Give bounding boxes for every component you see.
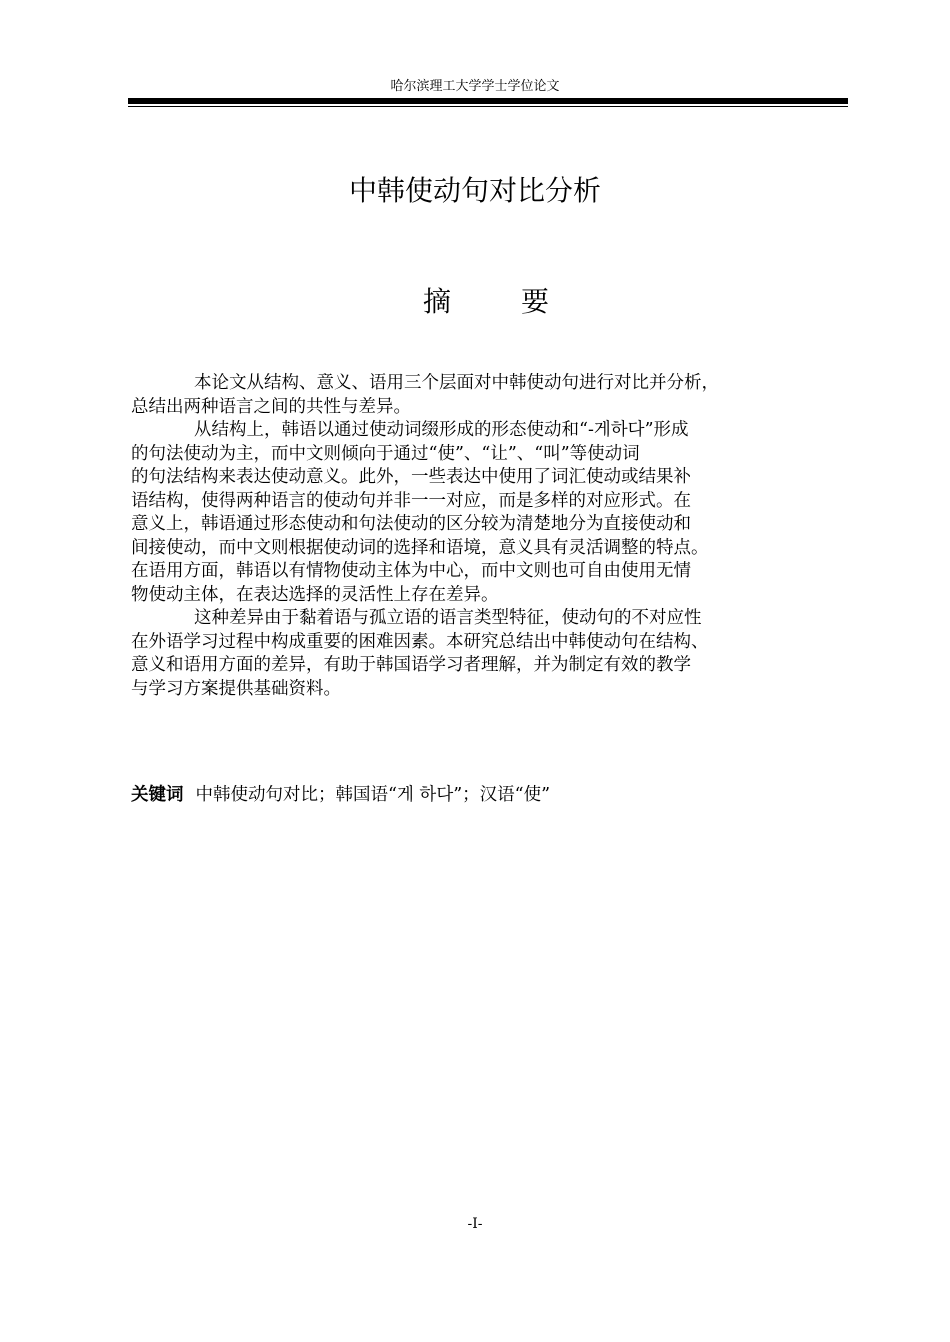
abstract-line: 从结构上，韩语以通过使动词缀形成的形态使动和“-게하다”形成 bbox=[194, 420, 689, 440]
thesis-title: 中韩使动句对比分析 bbox=[348, 174, 601, 207]
keywords-text: 中韩使动句对比；韩国语“게 하다”；汉语“使” bbox=[195, 785, 551, 805]
abstract-line: 本论文从结构、意义、语用三个层面对中韩使动句进行对比并分析， bbox=[194, 373, 719, 393]
running-header: 哈尔滨理工大学学士学位论文 bbox=[390, 79, 560, 94]
abstract-line: 意义和语用方面的差异，有助于韩国语学习者理解，并为制定有效的教学 bbox=[131, 655, 691, 675]
abstract-line: 在外语学习过程中构成重要的困难因素。本研究总结出中韩使动句在结构、 bbox=[131, 631, 709, 652]
header-rule-thick bbox=[128, 98, 848, 104]
abstract-heading-right: 要 bbox=[521, 285, 550, 318]
abstract-line: 的句法结构来表达使动意义。此外，一些表达中使用了词汇使动或结果补 bbox=[131, 467, 691, 487]
keywords bbox=[131, 783, 550, 807]
header-rule-thin bbox=[128, 106, 848, 107]
page-number: -I- bbox=[467, 1216, 483, 1232]
abstract-line: 语结构，使得两种语言的使动句并非一一对应，而是多样的对应形式。在 bbox=[131, 490, 691, 511]
abstract-line: 间接使动，而中文则根据使动词的选择和语境，意义具有灵活调整的特点。 bbox=[131, 537, 709, 558]
abstract-line: 意义上，韩语通过形态使动和句法使动的区分较为清楚地分为直接使动和 bbox=[131, 514, 691, 534]
abstract-body bbox=[131, 372, 861, 701]
keywords-label: 关键词 bbox=[131, 785, 184, 805]
abstract-line: 这种差异由于黏着语与孤立语的语言类型特征，使动句的不对应性 bbox=[194, 608, 702, 628]
abstract-line: 总结出两种语言之间的共性与差异。 bbox=[131, 396, 411, 417]
abstract-line: 物使动主体，在表达选择的灵活性上存在差异。 bbox=[131, 584, 499, 605]
abstract-heading-left: 摘 bbox=[423, 285, 452, 318]
abstract-line: 的句法使动为主，而中文则倾向于通过“使”、“让”、“叫”等使动词 bbox=[131, 443, 640, 464]
abstract-line: 与学习方案提供基础资料。 bbox=[131, 678, 341, 699]
abstract-line: 在语用方面，韩语以有情物使动主体为中心，而中文则也可自由使用无情 bbox=[131, 561, 691, 581]
